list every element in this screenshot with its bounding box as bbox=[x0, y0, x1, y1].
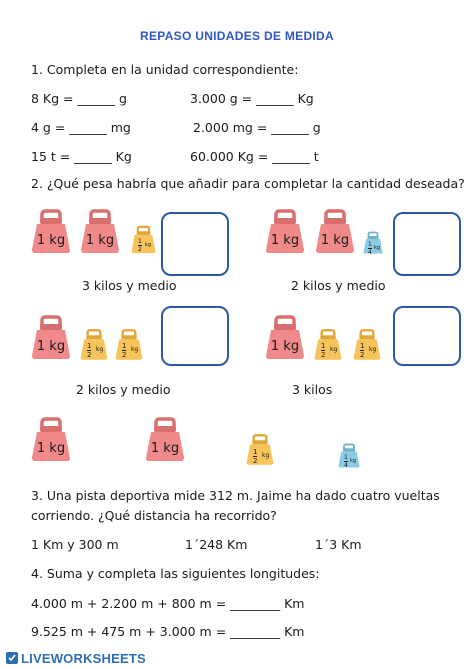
section2-heading: 2. ¿Qué pesa habría que añadir para completar la cantidad deseada? bbox=[31, 176, 465, 191]
logo-mark-icon bbox=[6, 652, 18, 664]
weight-1kg bbox=[31, 205, 71, 259]
group-4-caption: 3 kilos bbox=[292, 382, 333, 397]
weight-quarter-kg bbox=[363, 228, 383, 258]
fraction-label bbox=[344, 454, 348, 469]
fraction-numerator: 1 bbox=[344, 454, 348, 461]
fraction-denominator: 4 bbox=[344, 462, 348, 469]
weight-label: 1 kg bbox=[36, 339, 66, 354]
fraction-numerator: 1 bbox=[360, 342, 365, 350]
weight-1kg bbox=[31, 412, 71, 468]
answer-box-3[interactable] bbox=[161, 306, 229, 366]
group-1-caption: 3 kilos y medio bbox=[82, 278, 177, 293]
fraction-label bbox=[360, 342, 364, 359]
fraction-numerator: 1 bbox=[253, 448, 258, 456]
fraction-unit: kg bbox=[374, 245, 381, 251]
weight-1kg bbox=[265, 310, 305, 366]
fraction-numerator: 1 bbox=[122, 342, 127, 350]
option-2[interactable]: 1´248 Km bbox=[185, 537, 248, 552]
weight-label: 1 kg bbox=[36, 233, 66, 248]
weight-half-kg bbox=[314, 324, 342, 366]
fraction-denominator: 2 bbox=[360, 351, 365, 359]
fraction-label bbox=[138, 238, 142, 253]
weight-half-kg bbox=[80, 324, 108, 366]
conversion-2-left: 4 g = ______ mg bbox=[31, 120, 131, 135]
weight-1kg bbox=[265, 205, 305, 259]
section4-heading: 4. Suma y completa las siguientes longitudes: bbox=[31, 566, 320, 581]
conversion-1-left: 8 Kg = ______ g bbox=[31, 91, 127, 106]
fraction-numerator: 1 bbox=[368, 241, 372, 248]
fraction-unit: kg bbox=[131, 346, 139, 353]
weight-1kg bbox=[31, 310, 71, 366]
conversion-3-right: 60.000 Kg = ______ t bbox=[190, 149, 319, 164]
fraction-label bbox=[368, 241, 372, 256]
weight-half-kg bbox=[131, 221, 156, 259]
fraction-numerator: 1 bbox=[87, 342, 92, 350]
section3-heading-line1: 3. Una pista deportiva mide 312 m. Jaime ha dado cuatro vueltas bbox=[31, 488, 440, 503]
fraction-denominator: 2 bbox=[253, 457, 258, 465]
weight-quarter-kg bbox=[338, 440, 360, 472]
weight-label: 1 kg bbox=[270, 339, 300, 354]
fraction-label bbox=[122, 342, 126, 359]
footer bbox=[0, 651, 474, 669]
fraction-numerator: 1 bbox=[321, 342, 326, 350]
fraction-denominator: 4 bbox=[368, 249, 372, 256]
conversion-1-right: 3.000 g = ______ Kg bbox=[190, 91, 314, 106]
fraction-unit: kg bbox=[262, 452, 270, 459]
option-1[interactable]: 1 Km y 300 m bbox=[31, 537, 119, 552]
fraction-denominator: 2 bbox=[122, 351, 127, 359]
group-2-caption: 2 kilos y medio bbox=[291, 278, 386, 293]
conversion-2-right: 2.000 mg = ______ g bbox=[193, 120, 321, 135]
sum-row-2: 9.525 m + 475 m + 3.000 m = ________ Km bbox=[31, 624, 305, 639]
weight-label: 1 kg bbox=[85, 233, 115, 248]
answer-box-2[interactable] bbox=[393, 212, 461, 276]
worksheet-title: REPASO UNIDADES DE MEDIDA bbox=[140, 29, 334, 43]
fraction-unit: kg bbox=[350, 458, 357, 464]
weight-label: 1 kg bbox=[36, 441, 66, 456]
answer-box-4[interactable] bbox=[393, 306, 461, 366]
weight-1kg bbox=[80, 205, 120, 259]
fraction-denominator: 2 bbox=[321, 351, 326, 359]
section1-heading: 1. Completa en la unidad correspondiente: bbox=[31, 62, 299, 77]
weight-label: 1 kg bbox=[270, 233, 300, 248]
fraction-label bbox=[253, 448, 257, 465]
fraction-unit: kg bbox=[330, 346, 338, 353]
weight-label: 1 kg bbox=[150, 441, 180, 456]
section3-heading-line2: corriendo. ¿Qué distancia ha recorrido? bbox=[31, 508, 277, 523]
weight-label: 1 kg bbox=[320, 233, 350, 248]
fraction-label bbox=[87, 342, 91, 359]
weight-half-kg bbox=[246, 430, 274, 470]
weight-half-kg bbox=[353, 324, 381, 366]
fraction-numerator: 1 bbox=[138, 238, 142, 245]
fraction-unit: kg bbox=[369, 346, 377, 353]
fraction-denominator: 2 bbox=[138, 246, 142, 253]
option-3[interactable]: 1´3 Km bbox=[315, 537, 362, 552]
weight-1kg bbox=[145, 412, 185, 468]
weight-1kg bbox=[315, 205, 355, 259]
weight-half-kg bbox=[115, 324, 143, 366]
footer-logo-text: LIVEWORKSHEETS bbox=[21, 651, 146, 666]
group-3-caption: 2 kilos y medio bbox=[76, 382, 171, 397]
liveworksheets-logo[interactable] bbox=[6, 651, 146, 666]
fraction-unit: kg bbox=[145, 242, 152, 248]
sum-row-1: 4.000 m + 2.200 m + 800 m = ________ Km bbox=[31, 596, 305, 611]
answer-box-1[interactable] bbox=[161, 212, 229, 276]
fraction-denominator: 2 bbox=[87, 351, 92, 359]
fraction-label bbox=[321, 342, 325, 359]
fraction-unit: kg bbox=[96, 346, 104, 353]
conversion-3-left: 15 t = ______ Kg bbox=[31, 149, 132, 164]
